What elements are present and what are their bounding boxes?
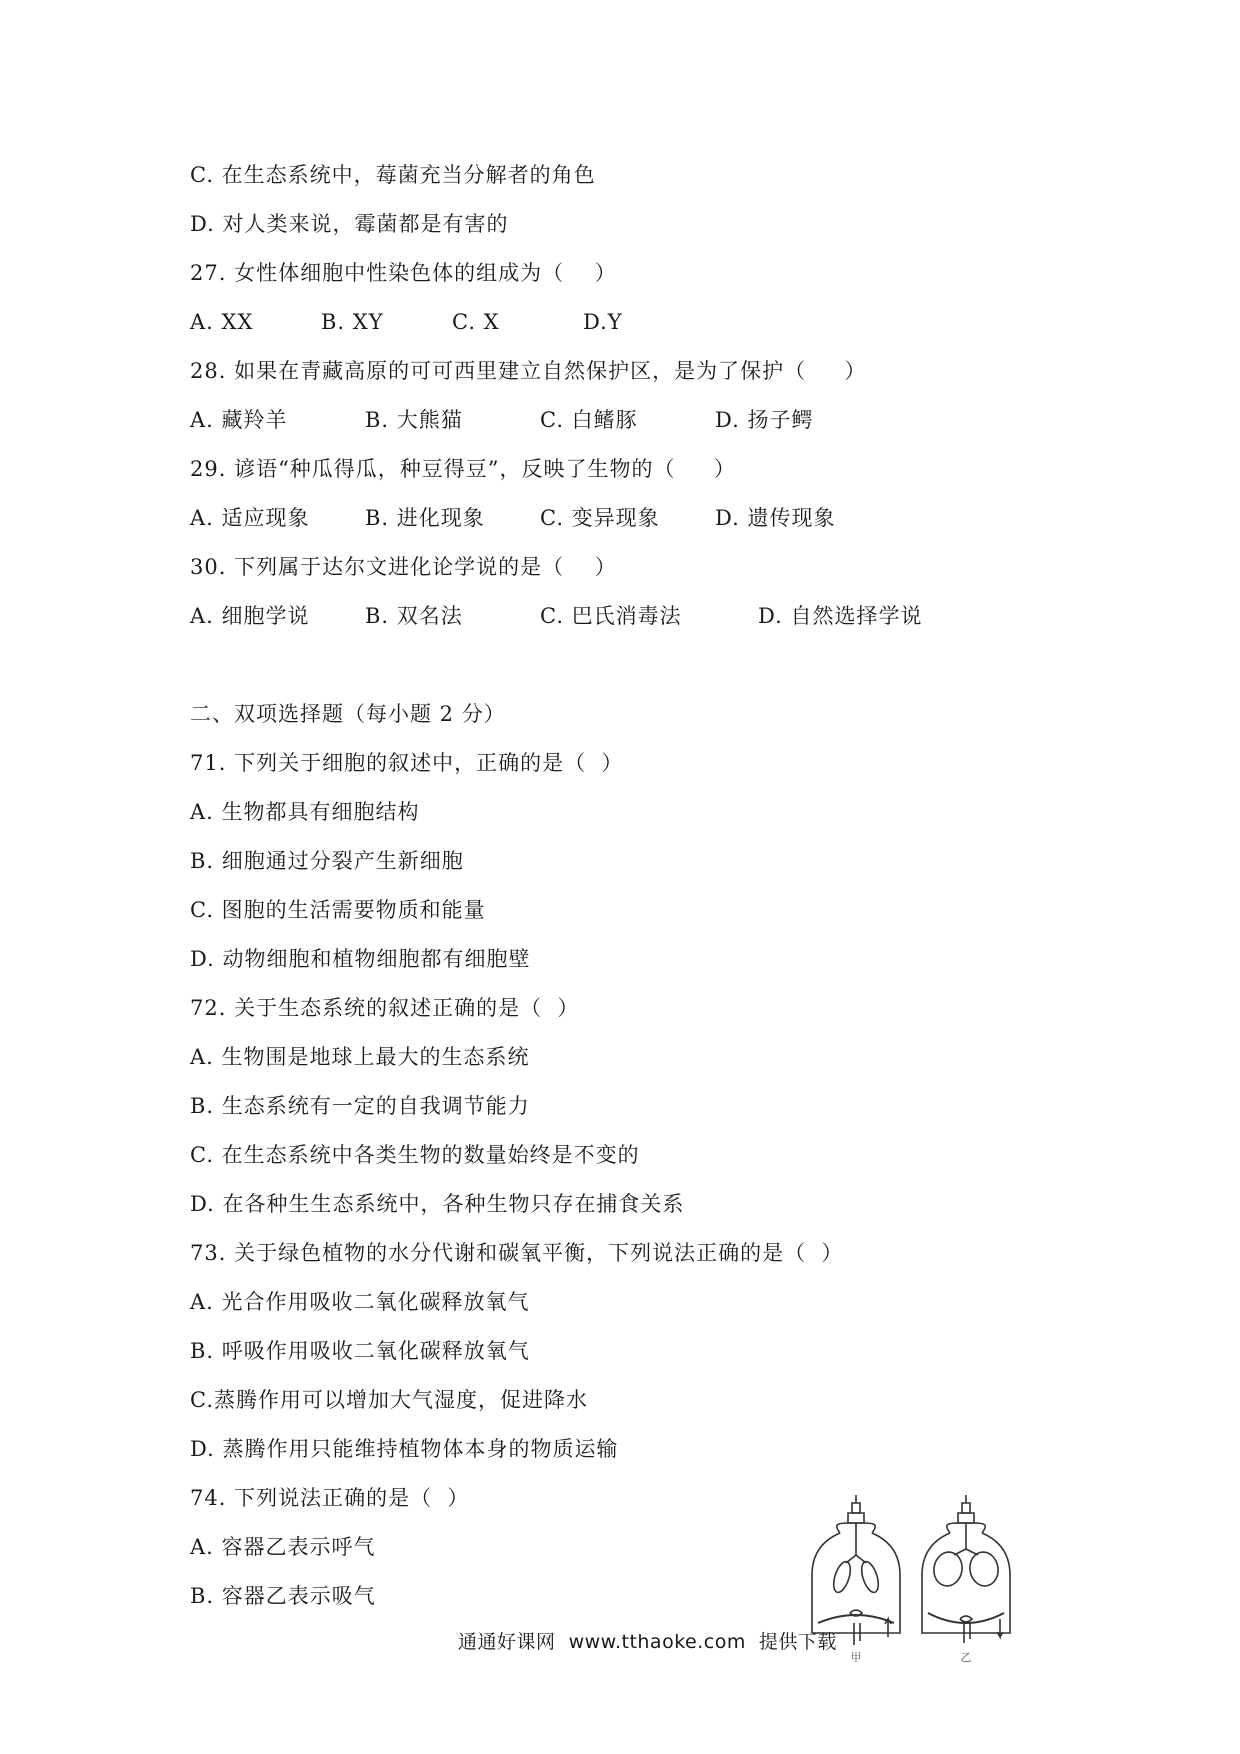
q27-option-c: C. X bbox=[452, 310, 500, 334]
question-27: 27. 女性体细胞中性染色体的组成为（ ） bbox=[190, 261, 617, 285]
q73-option-c: C.蒸腾作用可以增加大气湿度，促进降水 bbox=[190, 1388, 588, 1412]
q29-option-c: C. 变异现象 bbox=[540, 506, 660, 530]
question-72: 72. 关于生态系统的叙述正确的是（ ） bbox=[190, 996, 580, 1020]
figure-label-left: 甲 bbox=[850, 1651, 862, 1664]
q72-option-b: B. 生态系统有一定的自我调节能力 bbox=[190, 1094, 530, 1118]
q28-option-b: B. 大熊猫 bbox=[365, 408, 463, 432]
q71-option-b: B. 细胞通过分裂产生新细胞 bbox=[190, 849, 464, 873]
q72-option-d: D. 在各种生生态系统中，各种生物只存在捕食关系 bbox=[190, 1192, 685, 1216]
q71-option-d: D. 动物细胞和植物细胞都有细胞壁 bbox=[190, 947, 531, 971]
question-28: 28. 如果在青藏高原的可可西里建立自然保护区，是为了保护（ ） bbox=[190, 359, 867, 383]
q27-option-b: B. XY bbox=[321, 310, 384, 334]
figure-label-right: 乙 bbox=[960, 1651, 972, 1664]
question-71: 71. 下列关于细胞的叙述中，正确的是（ ） bbox=[190, 751, 624, 775]
q72-option-a: A. 生物围是地球上最大的生态系统 bbox=[190, 1045, 530, 1069]
question-73: 73. 关于绿色植物的水分代谢和碳氧平衡，下列说法正确的是（ ） bbox=[190, 1241, 844, 1265]
q30-option-d: D. 自然选择学说 bbox=[758, 604, 923, 628]
q26-option-d: D. 对人类来说，霉菌都是有害的 bbox=[190, 212, 509, 236]
q30-option-c: C. 巴氏消毒法 bbox=[540, 604, 682, 628]
q27-option-a: A. XX bbox=[190, 310, 254, 334]
q28-option-a: A. 藏羚羊 bbox=[190, 408, 288, 432]
q71-option-c: C. 图胞的生活需要物质和能量 bbox=[190, 898, 486, 922]
q72-option-c: C. 在生态系统中各类生物的数量始终是不变的 bbox=[190, 1143, 640, 1167]
question-29: 29. 谚语“种瓜得瓜，种豆得豆”，反映了生物的（ ） bbox=[190, 457, 736, 481]
q74-option-a: A. 容器乙表示呼气 bbox=[190, 1535, 376, 1559]
q28-option-c: C. 白鳍豚 bbox=[540, 408, 638, 432]
section-heading: 二、双项选择题（每小题 2 分） bbox=[190, 702, 506, 726]
question-74: 74. 下列说法正确的是（ ） bbox=[190, 1486, 470, 1510]
q30-option-a: A. 细胞学说 bbox=[190, 604, 310, 628]
question-30: 30. 下列属于达尔文进化论学说的是（ ） bbox=[190, 555, 617, 579]
q27-option-d: D.Y bbox=[583, 310, 623, 334]
q73-option-a: A. 光合作用吸收二氧化碳释放氧气 bbox=[190, 1290, 530, 1314]
q73-option-b: B. 呼吸作用吸收二氧化碳释放氧气 bbox=[190, 1339, 530, 1363]
q29-option-a: A. 适应现象 bbox=[190, 506, 310, 530]
q29-option-d: D. 遗传现象 bbox=[715, 506, 836, 530]
q29-option-b: B. 进化现象 bbox=[365, 506, 485, 530]
q26-option-c: C. 在生态系统中，莓菌充当分解者的角色 bbox=[190, 163, 596, 187]
q71-option-a: A. 生物都具有细胞结构 bbox=[190, 800, 420, 824]
q30-option-b: B. 双名法 bbox=[365, 604, 463, 628]
q74-option-b: B. 容器乙表示吸气 bbox=[190, 1584, 376, 1608]
q73-option-d: D. 蒸腾作用只能维持植物体本身的物质运输 bbox=[190, 1437, 619, 1461]
bell-jar-lung-model-figure bbox=[810, 1495, 1050, 1665]
download-footer: 通通好课网 www.tthaoke.com 提供下载 bbox=[458, 1631, 837, 1653]
q28-option-d: D. 扬子鳄 bbox=[715, 408, 814, 432]
